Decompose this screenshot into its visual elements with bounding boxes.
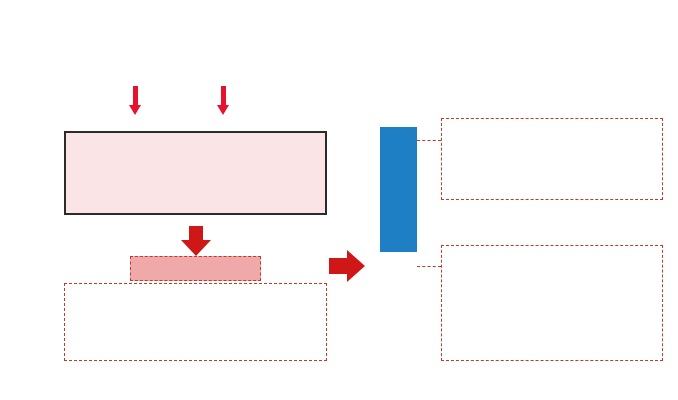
arrow-down-icon-main [181,226,211,256]
callout-inorganic [441,118,663,200]
bar-segment-organic [380,252,417,362]
composition-box [64,283,327,361]
main-description-box [64,131,327,215]
bar-segment-inorganic [380,127,417,252]
connector-line-inorganic [417,140,441,141]
callout-organic [441,245,663,361]
composition-stacked-bar [380,127,417,362]
sludge-banner [130,256,261,281]
arrow-right-icon-main [329,250,365,282]
connector-line-organic [417,266,441,267]
